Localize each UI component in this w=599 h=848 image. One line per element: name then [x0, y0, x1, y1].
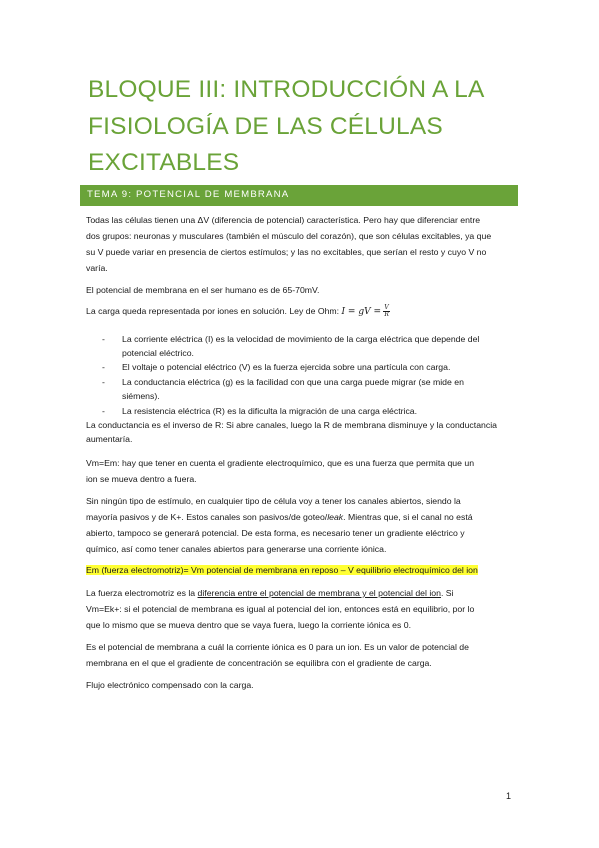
paragraph-10: Flujo electrónico compensado con la carga. — [86, 680, 254, 690]
paragraph-4-line-2: aumentaría. — [86, 434, 133, 444]
highlighted-text: Em (fuerza electromotriz)= Vm potencial de membrana en reposo – V equilibrio electroquímico del ion — [86, 565, 478, 575]
paragraph-1-line-3: su V puede variar en presencia de ciertos estímulos; y las no excitables, que serían el resto y cuyo V no — [86, 247, 487, 257]
fraction-denominator: R — [384, 311, 389, 318]
paragraph-6-line-1: Sin ningún tipo de estímulo, en cualquier tipo de célula voy a tener los canales abiertos, siendo la — [86, 496, 461, 506]
ohm-law-fraction — [383, 305, 389, 318]
bullet-dash: - — [102, 377, 105, 387]
ohm-law-formula: I = gV = — [341, 306, 381, 317]
list-item-text: La resistencia eléctrica (R) es la dificulta la migración de una carga eléctrica. — [122, 406, 418, 416]
paragraph-2: El potencial de membrana en el ser humano es de 65-70mV. — [86, 285, 320, 295]
list-item-text: El voltaje o potencial eléctrico (V) es la fuerza ejercida sobre una partícula con carga. — [122, 362, 451, 372]
paragraph-6-line-2 — [86, 512, 473, 523]
paragraph-9-line-1: Es el potencial de membrana a cuál la corriente iónica es 0 para un ion. Es un valor de potencial de — [86, 642, 469, 652]
paragraph-6-line-4: químico, así como tener canales abiertos para generarse una corriente iónica. — [86, 544, 387, 554]
list-item-text: potencial eléctrico. — [122, 348, 194, 358]
paragraph-8-line-1 — [86, 588, 454, 599]
leak-term: leak — [327, 512, 344, 522]
underlined-definition: diferencia entre el potencial de membrana y el potencial del ion — [197, 588, 441, 598]
paragraph-8-line-3: que lo mismo que se mueva dentro que se vaya fuera, luego la corriente iónica es 0. — [86, 620, 412, 630]
paragraph-1-line-1: Todas las células tienen una ΔV (diferencia de potencial) característica. Pero hay que diferenciar entre — [86, 215, 481, 225]
section-heading: TEMA 9: POTENCIAL DE MEMBRANA — [87, 189, 290, 200]
paragraph-3 — [86, 305, 390, 318]
section-heading-bar — [80, 185, 518, 206]
paragraph-8-line-2: Vm=Ek+: si el potencial de membrana es igual al potencial del ion, entonces está en equilibrio, por lo — [86, 604, 475, 614]
title-line-2: FISIOLOGÍA DE LAS CÉLULAS — [88, 112, 443, 140]
fraction-numerator: V — [384, 304, 389, 311]
paragraph-5-line-2: ion se mueva dentro a fuera. — [86, 474, 197, 484]
paragraph-8-text: La fuerza electromotriz es la — [86, 588, 198, 598]
paragraph-1-line-2: dos grupos: neuronas y musculares (también el músculo del corazón), que son células excitables, ya que — [86, 231, 492, 241]
paragraph-8-text: . Si — [440, 588, 454, 598]
paragraph-6-text: . Mientras que, si el canal no está — [343, 512, 473, 522]
highlighted-formula-line — [86, 565, 478, 576]
paragraph-1-line-4: varía. — [86, 263, 108, 273]
bullet-dash: - — [102, 362, 105, 372]
paragraph-6-text: mayoría pasivos y de K+. Estos canales son pasivos/de goteo/ — [86, 512, 328, 522]
list-item-text: La corriente eléctrica (I) es la velocidad de movimiento de la carga eléctrica que depende del — [122, 334, 480, 344]
ohm-law-text: La carga queda representada por iones en solución. Ley de Ohm: — [86, 305, 340, 316]
paragraph-6-line-3: abierto, tampoco se generará potencial. De esta forma, es necesario tener un gradiente eléctrico y — [86, 528, 465, 538]
paragraph-5-line-1: Vm=Em: hay que tener en cuenta el gradiente electroquímico, que es una fuerza que permita que un — [86, 458, 475, 468]
paragraph-9-line-2: membrana en el que el gradiente de concentración se equilibra con el gradiente de carga. — [86, 658, 432, 668]
page-title — [88, 72, 518, 182]
list-item-text: La conductancia eléctrica (g) es la facilidad con que una carga puede migrar (se mide en — [122, 377, 464, 387]
bullet-dash: - — [102, 334, 105, 344]
list-item-text: siémens). — [122, 391, 160, 401]
title-line-3: EXCITABLES — [88, 149, 240, 176]
page-number: 1 — [506, 791, 512, 801]
title-line-1: BLOQUE III: INTRODUCCIÓN A LA — [88, 76, 485, 103]
bullet-dash: - — [102, 406, 105, 416]
paragraph-4-line-1: La conductancia es el inverso de R: Si abre canales, luego la R de membrana disminuye y la conductancia — [86, 420, 497, 430]
